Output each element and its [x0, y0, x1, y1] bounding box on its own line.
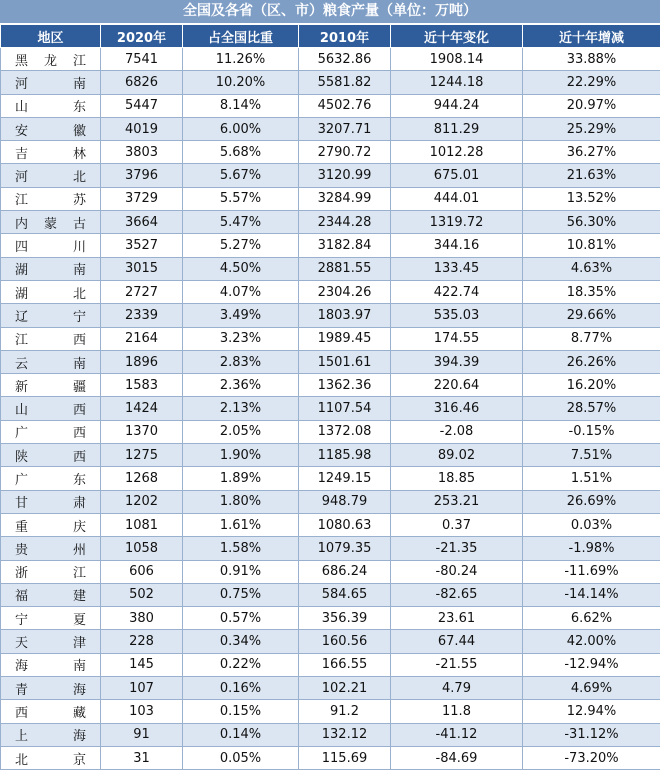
share-cell: 3.49% — [183, 304, 299, 327]
value-2010-cell: 2790.72 — [299, 141, 391, 164]
region-cell: 广西 — [1, 420, 101, 443]
share-cell: 1.89% — [183, 467, 299, 490]
share-cell: 1.80% — [183, 490, 299, 513]
share-cell: 8.14% — [183, 94, 299, 117]
value-2010-cell: 3182.84 — [299, 234, 391, 257]
change-pct-cell: 28.57% — [523, 397, 660, 420]
value-2010-cell: 1107.54 — [299, 397, 391, 420]
value-2020-cell: 1583 — [101, 374, 183, 397]
region-cell: 安徽 — [1, 117, 101, 140]
share-cell: 4.50% — [183, 257, 299, 280]
change-pct-cell: -12.94% — [523, 653, 660, 676]
value-2020-cell: 3664 — [101, 211, 183, 234]
region-cell: 陕西 — [1, 444, 101, 467]
value-2020-cell: 1268 — [101, 467, 183, 490]
region-cell: 甘肃 — [1, 490, 101, 513]
table-row — [1, 630, 660, 653]
table-row — [1, 583, 660, 606]
change-pct-cell: 8.77% — [523, 327, 660, 350]
region-cell: 重庆 — [1, 513, 101, 536]
change-cell: 11.8 — [391, 700, 523, 723]
region-cell: 湖南 — [1, 257, 101, 280]
region-cell: 山东 — [1, 94, 101, 117]
value-2010-cell: 160.56 — [299, 630, 391, 653]
share-cell: 0.22% — [183, 653, 299, 676]
share-cell: 0.91% — [183, 560, 299, 583]
table-row — [1, 467, 660, 490]
share-cell: 5.67% — [183, 164, 299, 187]
table-row — [1, 304, 660, 327]
share-cell: 0.34% — [183, 630, 299, 653]
table-row — [1, 350, 660, 373]
change-pct-cell: 29.66% — [523, 304, 660, 327]
region-cell: 山西 — [1, 397, 101, 420]
value-2010-cell: 1501.61 — [299, 350, 391, 373]
change-cell: -80.24 — [391, 560, 523, 583]
change-cell: 67.44 — [391, 630, 523, 653]
region-cell: 黑龙江 — [1, 48, 101, 71]
change-pct-cell: 18.35% — [523, 280, 660, 303]
value-2020-cell: 1058 — [101, 537, 183, 560]
change-pct-cell: 26.69% — [523, 490, 660, 513]
share-cell: 5.47% — [183, 211, 299, 234]
share-cell: 4.07% — [183, 280, 299, 303]
change-cell: 253.21 — [391, 490, 523, 513]
change-pct-cell: 13.52% — [523, 187, 660, 210]
share-cell: 5.27% — [183, 234, 299, 257]
region-cell: 内蒙古 — [1, 211, 101, 234]
value-2020-cell: 5447 — [101, 94, 183, 117]
change-cell: 535.03 — [391, 304, 523, 327]
change-cell: 422.74 — [391, 280, 523, 303]
value-2010-cell: 584.65 — [299, 583, 391, 606]
table-row — [1, 723, 660, 746]
change-pct-cell: 6.62% — [523, 607, 660, 630]
table-row — [1, 397, 660, 420]
share-cell: 0.57% — [183, 607, 299, 630]
table-row — [1, 211, 660, 234]
value-2020-cell: 3729 — [101, 187, 183, 210]
share-cell: 0.14% — [183, 723, 299, 746]
value-2010-cell: 5581.82 — [299, 71, 391, 94]
grain-production-table — [0, 24, 660, 770]
region-cell: 新疆 — [1, 374, 101, 397]
change-cell: 1319.72 — [391, 211, 523, 234]
table-row — [1, 653, 660, 676]
change-pct-cell: 10.81% — [523, 234, 660, 257]
change-pct-cell: 26.26% — [523, 350, 660, 373]
change-cell: 23.61 — [391, 607, 523, 630]
table-row — [1, 700, 660, 723]
share-cell: 10.20% — [183, 71, 299, 94]
value-2010-cell: 132.12 — [299, 723, 391, 746]
change-pct-cell: 4.69% — [523, 677, 660, 700]
change-pct-cell: 25.29% — [523, 117, 660, 140]
header-row — [1, 25, 660, 48]
table-row — [1, 513, 660, 536]
share-cell: 5.68% — [183, 141, 299, 164]
value-2010-cell: 4502.76 — [299, 94, 391, 117]
value-2010-cell: 1989.45 — [299, 327, 391, 350]
table-row — [1, 234, 660, 257]
value-2010-cell: 91.2 — [299, 700, 391, 723]
table-row — [1, 560, 660, 583]
value-2010-cell: 2304.26 — [299, 280, 391, 303]
region-cell: 辽宁 — [1, 304, 101, 327]
value-2010-cell: 3207.71 — [299, 117, 391, 140]
value-2010-cell: 356.39 — [299, 607, 391, 630]
table-row — [1, 444, 660, 467]
value-2020-cell: 107 — [101, 677, 183, 700]
table-title: 全国及各省（区、市）粮食产量（单位：万吨） — [0, 0, 660, 24]
share-cell: 2.36% — [183, 374, 299, 397]
value-2020-cell: 4019 — [101, 117, 183, 140]
value-2010-cell: 102.21 — [299, 677, 391, 700]
share-cell: 11.26% — [183, 48, 299, 71]
share-cell: 1.58% — [183, 537, 299, 560]
value-2010-cell: 166.55 — [299, 653, 391, 676]
change-cell: -2.08 — [391, 420, 523, 443]
region-cell: 广东 — [1, 467, 101, 490]
value-2010-cell: 3284.99 — [299, 187, 391, 210]
change-pct-cell: -11.69% — [523, 560, 660, 583]
region-cell: 河南 — [1, 71, 101, 94]
change-cell: 394.39 — [391, 350, 523, 373]
value-2010-cell: 686.24 — [299, 560, 391, 583]
region-cell: 云南 — [1, 350, 101, 373]
share-cell: 0.15% — [183, 700, 299, 723]
change-pct-cell: -73.20% — [523, 746, 660, 769]
table-row — [1, 607, 660, 630]
value-2020-cell: 380 — [101, 607, 183, 630]
change-pct-cell: 7.51% — [523, 444, 660, 467]
value-2020-cell: 2164 — [101, 327, 183, 350]
value-2020-cell: 3527 — [101, 234, 183, 257]
change-pct-cell: -31.12% — [523, 723, 660, 746]
share-cell: 0.16% — [183, 677, 299, 700]
share-cell: 2.83% — [183, 350, 299, 373]
value-2010-cell: 3120.99 — [299, 164, 391, 187]
header-share: 占全国比重 — [183, 25, 299, 48]
table-row — [1, 48, 660, 71]
value-2020-cell: 1202 — [101, 490, 183, 513]
table-row — [1, 746, 660, 769]
share-cell: 6.00% — [183, 117, 299, 140]
share-cell: 3.23% — [183, 327, 299, 350]
value-2020-cell: 1275 — [101, 444, 183, 467]
share-cell: 2.05% — [183, 420, 299, 443]
change-pct-cell: -0.15% — [523, 420, 660, 443]
region-cell: 江苏 — [1, 187, 101, 210]
value-2010-cell: 1372.08 — [299, 420, 391, 443]
value-2020-cell: 103 — [101, 700, 183, 723]
value-2020-cell: 6826 — [101, 71, 183, 94]
header-2020: 2020年 — [101, 25, 183, 48]
value-2020-cell: 606 — [101, 560, 183, 583]
region-cell: 上海 — [1, 723, 101, 746]
change-pct-cell: -1.98% — [523, 537, 660, 560]
value-2020-cell: 1081 — [101, 513, 183, 536]
value-2010-cell: 1079.35 — [299, 537, 391, 560]
header-change: 近十年变化 — [391, 25, 523, 48]
change-pct-cell: 21.63% — [523, 164, 660, 187]
header-region: 地区 — [1, 25, 101, 48]
change-cell: 18.85 — [391, 467, 523, 490]
table-row — [1, 420, 660, 443]
change-cell: 89.02 — [391, 444, 523, 467]
value-2020-cell: 1424 — [101, 397, 183, 420]
share-cell: 5.57% — [183, 187, 299, 210]
change-pct-cell: 56.30% — [523, 211, 660, 234]
region-cell: 河北 — [1, 164, 101, 187]
region-cell: 北京 — [1, 746, 101, 769]
change-cell: 944.24 — [391, 94, 523, 117]
change-cell: 4.79 — [391, 677, 523, 700]
change-pct-cell: 4.63% — [523, 257, 660, 280]
change-cell: 0.37 — [391, 513, 523, 536]
table-row — [1, 117, 660, 140]
table-row — [1, 327, 660, 350]
table-row — [1, 537, 660, 560]
change-pct-cell: 0.03% — [523, 513, 660, 536]
table-row — [1, 94, 660, 117]
table-row — [1, 141, 660, 164]
table-row — [1, 257, 660, 280]
value-2020-cell: 7541 — [101, 48, 183, 71]
value-2020-cell: 2727 — [101, 280, 183, 303]
value-2010-cell: 1080.63 — [299, 513, 391, 536]
change-pct-cell: 20.97% — [523, 94, 660, 117]
table-body — [1, 48, 660, 770]
change-cell: -84.69 — [391, 746, 523, 769]
table-row — [1, 164, 660, 187]
header-change-pct: 近十年增减 — [523, 25, 660, 48]
value-2020-cell: 502 — [101, 583, 183, 606]
value-2020-cell: 91 — [101, 723, 183, 746]
value-2010-cell: 115.69 — [299, 746, 391, 769]
value-2010-cell: 1185.98 — [299, 444, 391, 467]
change-cell: 811.29 — [391, 117, 523, 140]
value-2010-cell: 1803.97 — [299, 304, 391, 327]
change-pct-cell: 36.27% — [523, 141, 660, 164]
share-cell: 2.13% — [183, 397, 299, 420]
value-2020-cell: 1370 — [101, 420, 183, 443]
change-cell: 316.46 — [391, 397, 523, 420]
region-cell: 宁夏 — [1, 607, 101, 630]
value-2020-cell: 1896 — [101, 350, 183, 373]
region-cell: 福建 — [1, 583, 101, 606]
change-pct-cell: -14.14% — [523, 583, 660, 606]
value-2010-cell: 948.79 — [299, 490, 391, 513]
table-row — [1, 187, 660, 210]
share-cell: 0.05% — [183, 746, 299, 769]
share-cell: 1.90% — [183, 444, 299, 467]
change-cell: -82.65 — [391, 583, 523, 606]
region-cell: 四川 — [1, 234, 101, 257]
change-cell: -21.55 — [391, 653, 523, 676]
region-cell: 天津 — [1, 630, 101, 653]
change-cell: 1244.18 — [391, 71, 523, 94]
region-cell: 江西 — [1, 327, 101, 350]
table-row — [1, 280, 660, 303]
table-row — [1, 71, 660, 94]
value-2020-cell: 3796 — [101, 164, 183, 187]
region-cell: 吉林 — [1, 141, 101, 164]
change-pct-cell: 12.94% — [523, 700, 660, 723]
change-pct-cell: 22.29% — [523, 71, 660, 94]
change-pct-cell: 33.88% — [523, 48, 660, 71]
change-cell: 444.01 — [391, 187, 523, 210]
table-row — [1, 374, 660, 397]
share-cell: 1.61% — [183, 513, 299, 536]
region-cell: 湖北 — [1, 280, 101, 303]
region-cell: 浙江 — [1, 560, 101, 583]
change-pct-cell: 42.00% — [523, 630, 660, 653]
region-cell: 西藏 — [1, 700, 101, 723]
change-pct-cell: 16.20% — [523, 374, 660, 397]
change-cell: 220.64 — [391, 374, 523, 397]
value-2010-cell: 1362.36 — [299, 374, 391, 397]
change-cell: 344.16 — [391, 234, 523, 257]
region-cell: 青海 — [1, 677, 101, 700]
change-cell: 1908.14 — [391, 48, 523, 71]
value-2020-cell: 3803 — [101, 141, 183, 164]
change-cell: 174.55 — [391, 327, 523, 350]
region-cell: 海南 — [1, 653, 101, 676]
value-2010-cell: 1249.15 — [299, 467, 391, 490]
change-cell: 1012.28 — [391, 141, 523, 164]
change-cell: -41.12 — [391, 723, 523, 746]
value-2020-cell: 145 — [101, 653, 183, 676]
change-cell: -21.35 — [391, 537, 523, 560]
change-cell: 133.45 — [391, 257, 523, 280]
header-2010: 2010年 — [299, 25, 391, 48]
change-pct-cell: 1.51% — [523, 467, 660, 490]
value-2020-cell: 228 — [101, 630, 183, 653]
value-2010-cell: 2881.55 — [299, 257, 391, 280]
change-cell: 675.01 — [391, 164, 523, 187]
table-row — [1, 490, 660, 513]
region-cell: 贵州 — [1, 537, 101, 560]
value-2020-cell: 3015 — [101, 257, 183, 280]
value-2010-cell: 5632.86 — [299, 48, 391, 71]
table-row — [1, 677, 660, 700]
share-cell: 0.75% — [183, 583, 299, 606]
value-2020-cell: 31 — [101, 746, 183, 769]
value-2010-cell: 2344.28 — [299, 211, 391, 234]
value-2020-cell: 2339 — [101, 304, 183, 327]
